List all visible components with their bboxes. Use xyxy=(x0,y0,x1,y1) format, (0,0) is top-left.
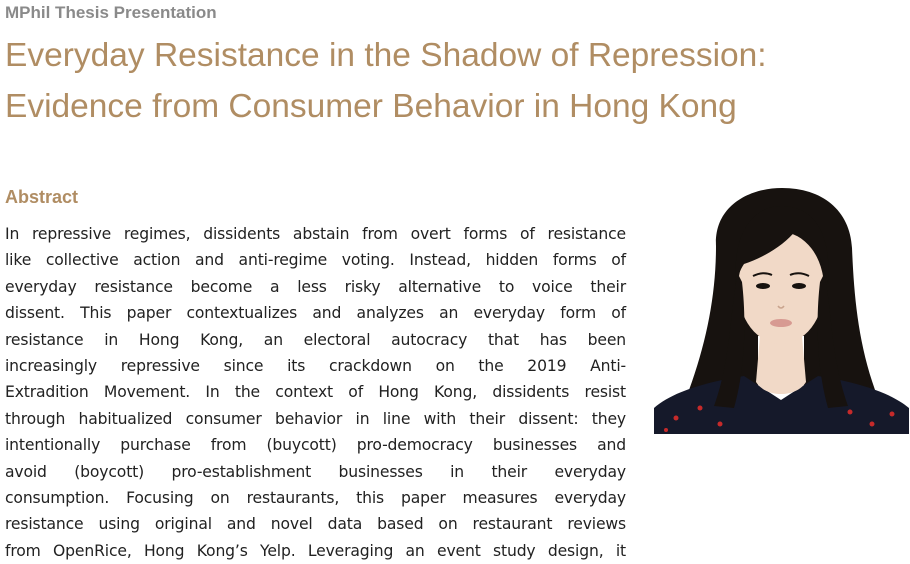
abstract-line: like collective action and anti-regime voting. Instead, hidden forms of xyxy=(5,251,626,270)
presentation-kicker: MPhil Thesis Presentation xyxy=(5,3,217,22)
abstract-line: resistance in Hong Kong, an electoral autocracy that has been xyxy=(5,330,626,349)
page-title xyxy=(5,30,900,132)
shirt-dot xyxy=(890,412,895,417)
presenter-photo xyxy=(654,186,909,434)
abstract-line: intentionally purchase from (buycott) pro-democracy businesses and xyxy=(5,436,626,455)
title-line-1: Everyday Resistance in the Shadow of Repression: xyxy=(5,37,767,74)
abstract-line: Extradition Movement. In the context of Hong Kong, dissidents resist xyxy=(5,383,626,402)
left-eye xyxy=(756,283,770,289)
shirt-dot xyxy=(664,428,668,432)
title-line-2: Evidence from Consumer Behavior in Hong Kong xyxy=(5,88,737,125)
abstract-line: resistance using original and novel data based on restaurant reviews xyxy=(5,515,626,534)
neck xyxy=(756,336,806,394)
right-eye xyxy=(792,283,806,289)
abstract-line: avoid (boycott) pro-establishment businesses in their everyday xyxy=(5,462,626,481)
abstract-line: increasingly repressive since its crackdown on the 2019 Anti- xyxy=(5,357,626,376)
abstract-heading: Abstract xyxy=(5,187,79,207)
portrait-illustration xyxy=(654,186,909,434)
abstract-line: In repressive regimes, dissidents abstain from overt forms of resistance xyxy=(5,225,626,243)
shirt-dot xyxy=(718,422,723,427)
shirt-dot xyxy=(870,422,875,427)
shirt-dot xyxy=(848,410,853,415)
lips xyxy=(770,319,792,327)
shirt-dot xyxy=(698,406,703,411)
abstract-line: consumption. Focusing on restaurants, this paper measures everyday xyxy=(5,489,626,508)
abstract-body xyxy=(5,221,626,564)
abstract-line: dissent. This paper contextualizes and analyzes an everyday form of xyxy=(5,304,626,323)
shirt-dot xyxy=(674,416,679,421)
abstract-line: through habitualized consumer behavior in line with their dissent: they xyxy=(5,409,626,428)
abstract-line: from OpenRice, Hong Kong’s Yelp. Leveraging an event study design, it xyxy=(5,541,626,560)
abstract-line: everyday resistance become a less risky alternative to voice their xyxy=(5,277,626,296)
